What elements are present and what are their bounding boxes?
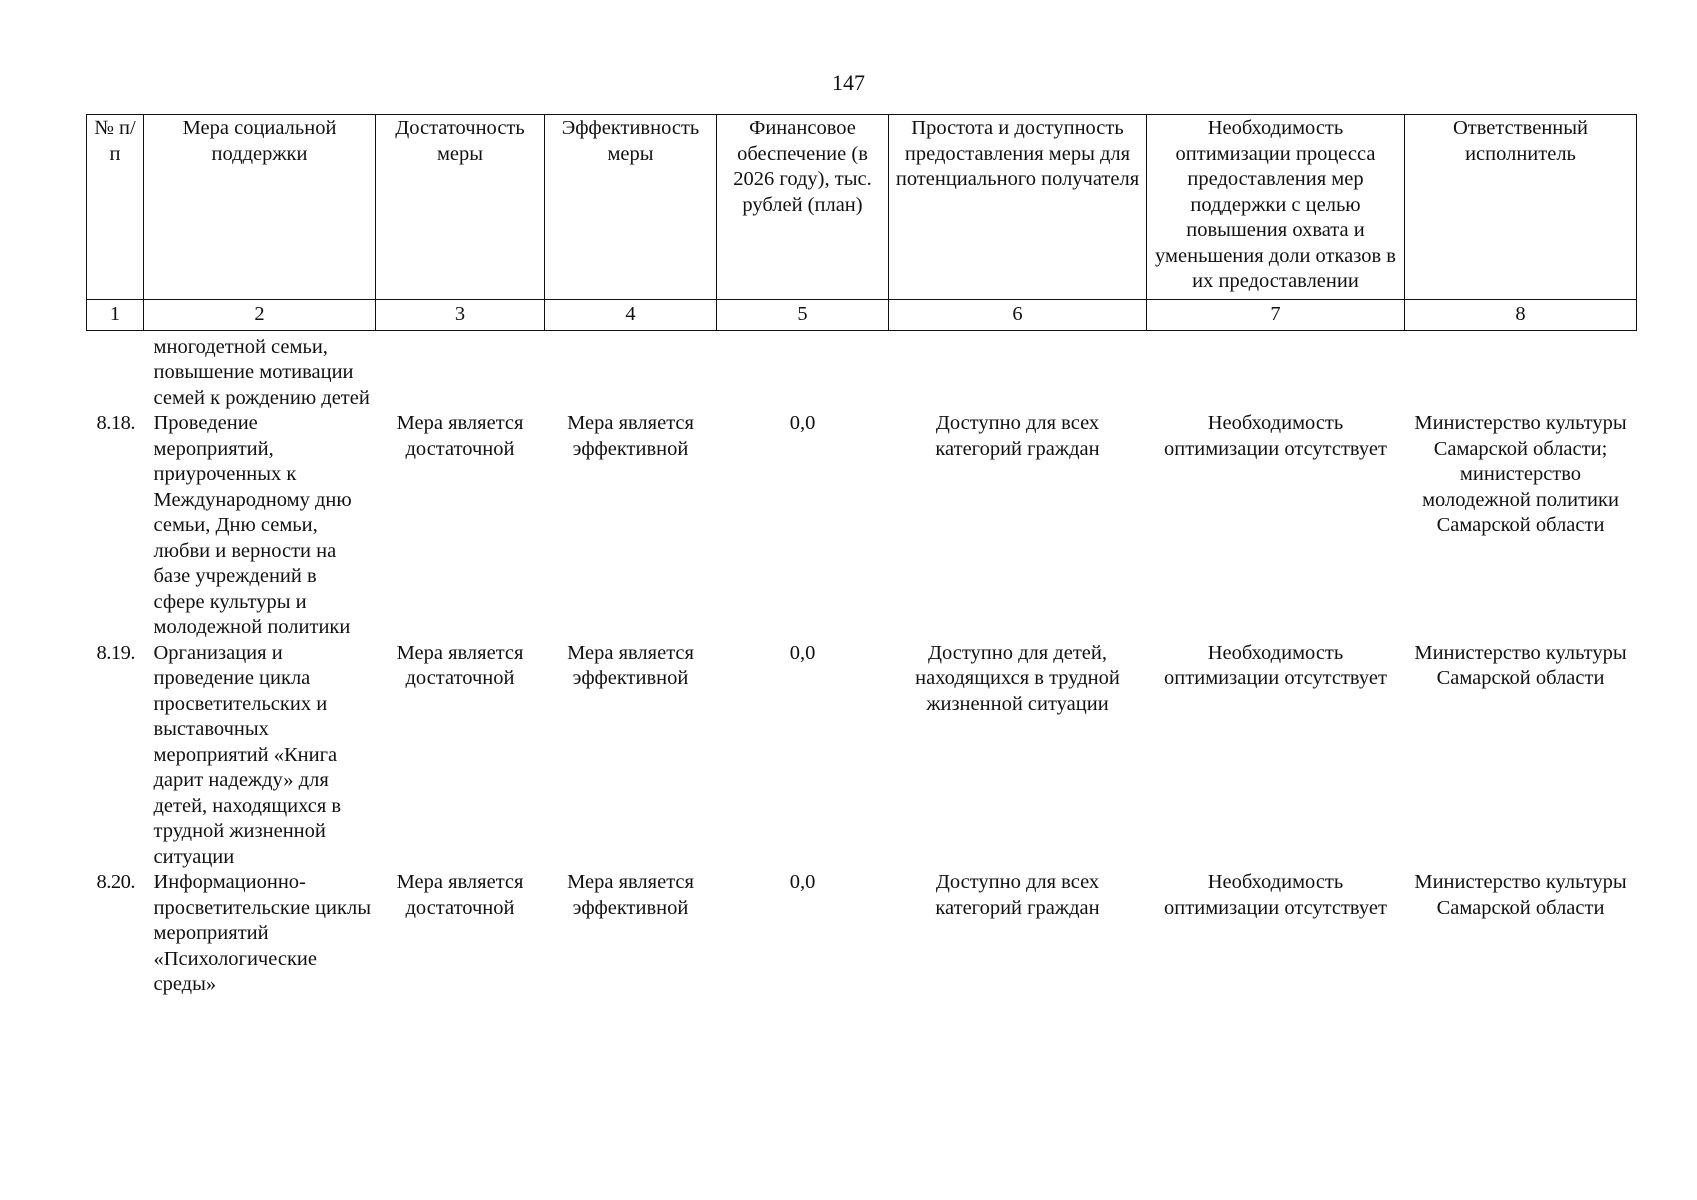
column-number: 2 xyxy=(144,299,376,330)
row-sufficiency: Мера является достаточной xyxy=(396,412,524,460)
row-financing: 0,0 xyxy=(789,641,816,664)
row-number: 8.18. xyxy=(96,412,135,434)
row-efficiency xyxy=(545,330,717,411)
row-optimization: Необходимость оптимизации отсутствует xyxy=(1164,641,1387,689)
row-measure: многодетной семьи, повышение мотивации семей к рождению детей xyxy=(153,335,370,409)
row-optimization: Необходимость оптимизации отсутствует xyxy=(1164,871,1387,919)
column-number: 4 xyxy=(545,299,717,330)
column-number: 6 xyxy=(889,299,1147,330)
row-accessibility: Доступно для всех категорий граждан xyxy=(935,871,1100,919)
row-sufficiency xyxy=(376,330,545,411)
row-accessibility: Доступно для всех категорий граждан xyxy=(935,412,1100,460)
row-number: 8.20. xyxy=(96,871,135,893)
row-number: 8.19. xyxy=(96,641,135,664)
row-executor: Министерство культуры Самарской области xyxy=(1414,871,1627,919)
row-financing: 0,0 xyxy=(789,871,816,893)
row-executor: Министерство культуры Самарской области; министерство молодежной политики Самарской области xyxy=(1414,412,1627,536)
support-measures-table xyxy=(86,114,1637,998)
table-row xyxy=(87,641,1637,871)
header-sufficiency: Достаточность меры xyxy=(376,115,545,300)
row-measure: Проведение мероприятий, приуроченных к Международному дню семьи, Дню семьи, любви и верности на базе учреждений в сфере культуры и молодежной политики xyxy=(153,412,352,638)
row-financing: 0,0 xyxy=(789,412,816,434)
row-executor xyxy=(1405,330,1637,411)
row-sufficiency: Мера является достаточной xyxy=(396,641,524,689)
header-measure: Мера социальной поддержки xyxy=(144,115,376,300)
row-optimization xyxy=(1147,330,1405,411)
header-financing: Финансовое обеспечение (в 2026 году), тыс. рублей (план) xyxy=(717,115,889,300)
page-number: 147 xyxy=(832,70,865,95)
header-row xyxy=(87,115,1637,300)
row-financing xyxy=(717,330,889,411)
table-row-continuation xyxy=(87,330,1637,411)
header-optimization: Необходимость оптимизации процесса предоставления мер поддержки с целью повышения охвата и уменьшения доли отказов в их предоставлении xyxy=(1147,115,1405,300)
row-executor: Министерство культуры Самарской области xyxy=(1414,641,1627,689)
header-number: № п/п xyxy=(87,115,144,300)
row-efficiency: Мера является эффективной xyxy=(567,871,694,919)
header-executor: Ответственный исполнитель xyxy=(1405,115,1637,300)
row-measure: Организация и проведение цикла просветительских и выставочных мероприятий «Книга дарит надежду» для детей, находящихся в трудной жизненной ситуации xyxy=(153,641,342,868)
row-optimization: Необходимость оптимизации отсутствует xyxy=(1164,412,1387,460)
row-accessibility: Доступно для детей, находящихся в трудной жизненной ситуации xyxy=(915,641,1120,715)
row-accessibility xyxy=(889,330,1147,411)
row-sufficiency: Мера является достаточной xyxy=(396,871,524,919)
column-number-row xyxy=(87,299,1637,330)
row-measure: Информационно-просветительские циклы мероприятий «Психологические среды» xyxy=(153,871,371,995)
row-efficiency: Мера является эффективной xyxy=(567,641,694,689)
column-number: 3 xyxy=(376,299,545,330)
column-number: 5 xyxy=(717,299,889,330)
table-row xyxy=(87,411,1637,641)
header-accessibility: Простота и доступность предоставления меры для потенциального получателя xyxy=(889,115,1147,300)
column-number: 8 xyxy=(1405,299,1637,330)
header-efficiency: Эффективность меры xyxy=(545,115,717,300)
column-number: 1 xyxy=(87,299,144,330)
column-number: 7 xyxy=(1147,299,1405,330)
row-number xyxy=(87,330,144,411)
row-efficiency: Мера является эффективной xyxy=(567,412,694,460)
table-row xyxy=(87,870,1637,998)
